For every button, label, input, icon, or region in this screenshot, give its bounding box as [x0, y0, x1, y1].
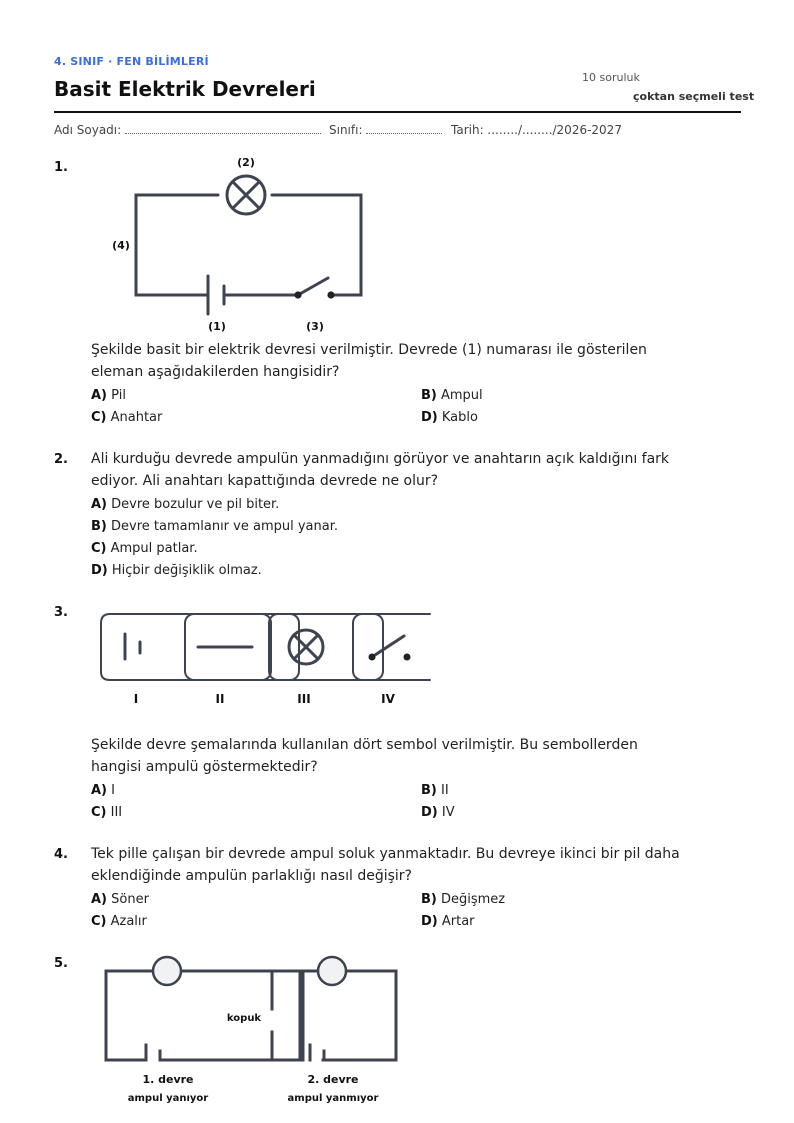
question-5-circuits-figure [100, 950, 410, 1110]
question-1-circuit-figure [100, 150, 380, 340]
switch-lever [298, 278, 328, 295]
date-field: Tarih: ......../......../2026-2027 [451, 123, 622, 137]
question-4-number: 4. [54, 847, 68, 862]
circuit1-status: ampul yanıyor [127, 1093, 209, 1104]
switch-symbol-dot-right [404, 654, 411, 661]
bulb-cross [233, 182, 259, 208]
symbol-label-2: II [215, 692, 225, 706]
symbols-frame [101, 614, 430, 680]
q3-option-c[interactable]: C) III [91, 805, 123, 820]
wire-left [136, 195, 218, 295]
fig1-label-4: (4) [112, 239, 130, 252]
name-label: Adı Soyadı: [54, 123, 122, 137]
q1-option-d[interactable]: D) Kablo [421, 410, 478, 425]
q4-option-c[interactable]: C) Azalır [91, 914, 147, 929]
question-1-text: Şekilde basit bir elektrik devresi verilmiştir. Devrede (1) numarası ile gösterilen eleman aşağıdakilerden hangisidir? [91, 342, 647, 380]
question-2-number: 2. [54, 452, 68, 467]
switch-dot-left [294, 291, 301, 298]
name-blank[interactable] [125, 123, 321, 134]
switch-symbol-dot-left [369, 654, 376, 661]
class-label: Sınıfı: [329, 123, 363, 137]
q4-option-d[interactable]: D) Artar [421, 914, 475, 929]
question-4-text: Tek pille çalışan bir devrede ampul soluk yanmaktadır. Bu devreye ikinci bir pil daha eklendiğinde ampulün parlaklığı nasıl değişir? [91, 846, 680, 884]
question-5-number: 5. [54, 956, 68, 971]
q4-option-b[interactable]: B) Değişmez [421, 892, 506, 907]
question-2-text: Ali kurduğu devrede ampulün yanmadığını görüyor ve anahtarın açık kaldığını fark ediyor. Ali anahtarı kapattığında devrede ne olur? [91, 451, 670, 489]
circuit2-bulb [318, 957, 346, 985]
circuit1-title: 1. devre [142, 1073, 194, 1086]
q3-option-a[interactable]: A) I [91, 783, 115, 798]
symbol-label-3: III [297, 692, 311, 706]
q1-option-c[interactable]: C) Anahtar [91, 410, 163, 425]
test-type: çoktan seçmeli test [633, 90, 755, 103]
question-3-number: 3. [54, 605, 68, 620]
q1-option-a[interactable]: A) Pil [91, 388, 126, 403]
q2-option-b[interactable]: B) Devre tamamlanır ve ampul yanar. [91, 519, 338, 534]
symbol-box-4 [353, 614, 383, 680]
circuit2-wire-left-lower [272, 1032, 302, 1060]
question-count: 10 soruluk [582, 71, 640, 84]
symbol-box-3 [269, 614, 299, 680]
fig1-label-2: (2) [237, 156, 255, 169]
header-divider [54, 111, 741, 113]
page-title: Basit Elektrik Devreleri [54, 77, 316, 101]
switch-symbol-lever [372, 636, 404, 657]
q2-option-a[interactable]: A) Devre bozulur ve pil biter. [91, 497, 280, 512]
question-3-text: Şekilde devre şemalarında kullanılan dört sembol verilmiştir. Bu sembollerden hangisi ampulü göstermektedir? [91, 737, 638, 775]
fig1-label-1: (1) [208, 320, 226, 333]
wire-right [272, 195, 361, 295]
q4-option-a[interactable]: A) Söner [91, 892, 149, 907]
question-3-symbols-figure [98, 610, 434, 710]
q1-option-b[interactable]: B) Ampul [421, 388, 483, 403]
lamp-cross [294, 635, 318, 659]
symbol-label-4: IV [381, 692, 395, 706]
symbol-label-1: I [133, 692, 139, 706]
class-blank[interactable] [366, 123, 442, 134]
class-field [329, 123, 442, 137]
circuit1-bulb [153, 957, 181, 985]
circuit2-title: 2. devre [307, 1073, 359, 1086]
subject-label: 4. SINIF · FEN BİLİMLERİ [54, 55, 209, 68]
question-1-number: 1. [54, 160, 68, 175]
switch-dot-right [327, 291, 334, 298]
fig1-label-3: (3) [306, 320, 324, 333]
q2-option-c[interactable]: C) Ampul patlar. [91, 541, 198, 556]
name-field [54, 123, 321, 137]
gap-label: kopuk [226, 1013, 262, 1024]
q3-option-b[interactable]: B) II [421, 783, 449, 798]
q3-option-d[interactable]: D) IV [421, 805, 455, 820]
q2-option-d[interactable]: D) Hiçbir değişiklik olmaz. [91, 563, 262, 578]
circuit2-status: ampul yanmıyor [287, 1093, 379, 1104]
